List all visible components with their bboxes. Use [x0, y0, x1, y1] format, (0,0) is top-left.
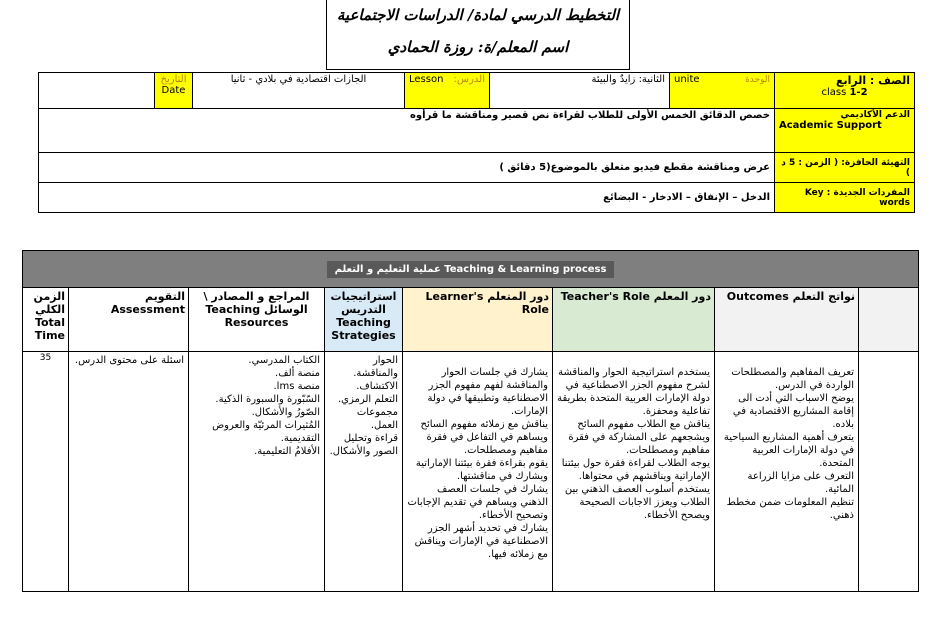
list-item: الأفلامُ التعليمية.: [254, 446, 320, 457]
list-item: يناقش مع زملائه مفهوم السائح ويساهم في التفاعل في فقرة مفاهيم ومصطلحات.: [420, 419, 548, 456]
list-item: منصة ألف.: [275, 368, 320, 379]
list-item: تعريف المفاهيم والمصطلحات الواردة في الدرس.: [731, 367, 854, 391]
time-value: 35: [23, 352, 69, 592]
keywords-value: الدخل – الإنفاق – الادخار - البضائع: [39, 183, 775, 213]
outcomes-list: [715, 352, 859, 592]
support-label: الدعم الأكاديمي Academic Support: [775, 109, 915, 153]
title-box: [326, 0, 630, 70]
col-strategies: استراتيجيات التدريس Teaching Strategies: [325, 288, 403, 352]
list-item: الكتاب المدرسي.: [248, 355, 320, 366]
list-item: يشارك في جلسات الحوار والمناقشة لفهم مفهوم الجزر الاصطناعية وتطبيقها في دولة الإمارات.: [427, 367, 548, 417]
list-item: يوضح الاسباب التي أدت الى إقامة المشاريع الاقتصادية في بلاده.: [732, 393, 854, 430]
teacher-list: [553, 352, 715, 592]
list-item: يتعرف أهمية المشاريع السياحية في دولة الإمارات العربية المتحدة.: [723, 432, 854, 469]
blank-cell: [859, 352, 919, 592]
document-title: التخطيط الدرسي لمادة/ الدراسات الاجتماعية: [336, 6, 620, 24]
keywords-label: المفردات الجديدة : Key words: [775, 183, 915, 213]
col-blank: [859, 288, 919, 352]
col-resources: المراجع و المصادر \ الوسائل Teaching Resources: [189, 288, 325, 352]
date-label: التاريخ Date: [155, 73, 193, 109]
lesson-label: الدرس: Lesson: [405, 73, 490, 109]
list-item: يشارك في تحديد أشهر الجزر الاصطناعية في الإمارات ويناقش مع زملائه فيها.: [414, 523, 548, 560]
warmup-value: عرض ومناقشة مقطع فيديو متعلق بالموضوع(5 دقائق ): [39, 153, 775, 183]
process-header-bar: [23, 251, 919, 288]
list-item: يستخدم استراتيجية الحوار والمناقشة لشرح مفهوم الجزر الاصطناعية في دولة الإمارات العربية المتحدة بطريقة تفاعلية ومحفزة.: [557, 367, 710, 417]
list-item: الحوار والمناقشة.: [353, 355, 398, 379]
strategies-list: [325, 352, 403, 592]
list-item: يناقش مع الطلاب مفهوم السائح ويشجعهم على المشاركة في فقرة مفاهيم ومصطلحات.: [568, 419, 710, 456]
list-item: السّبّورة والسبورة الذكية.: [215, 394, 320, 405]
unit-value: الثانية: زايدٌ والبيئة: [490, 73, 670, 109]
list-item: منصة lms.: [273, 381, 320, 392]
list-item: الصّورُ والأشكال.: [251, 407, 320, 418]
grade-cell: الصف : الرابع 1-2 class: [775, 73, 915, 109]
list-item: تنظيم المعلومات ضمن مخطط ذهني.: [726, 497, 854, 521]
info-table: [38, 72, 915, 213]
col-assessment: التقويم Assessment: [69, 288, 189, 352]
list-item: المُثيرات المرئيّة والعروض التقديمية.: [212, 420, 320, 444]
process-table: [22, 250, 919, 592]
list-item: التعرف على مزايا الزراعة المائية.: [747, 471, 854, 495]
list-item: التعلم الرمزي.: [337, 394, 398, 405]
support-value: خصص الدقائق الخمس الأولى للطلاب لقراءة نص قصير ومناقشة ما قرأوه: [39, 109, 775, 153]
col-outcomes: نواتج التعلم Outcomes: [715, 288, 859, 352]
list-item: مجموعات العمل.: [356, 407, 398, 431]
list-item: يقوم بقراءة فقرة بيئتنا الإماراتية ويشارك في مناقشتها.: [415, 458, 548, 482]
teacher-name: اسم المعلم/ة: روزة الحمادي: [387, 38, 569, 56]
learner-list: [403, 352, 553, 592]
list-item: يستخدم أسلوب العصف الذهني بين الطلاب ويعزز الاجابات الصحيحة ويصحح الأخطاء.: [564, 484, 710, 521]
assessment-value: اسئلة على محتوى الدرس.: [69, 352, 189, 592]
list-item: يوجه الطلاب لقراءة فقرة حول بيئتنا الإماراتية ويناقشهم في محتواها.: [561, 458, 710, 482]
warmup-label: التهيئة الحافزة: ( الزمن : 5 د ): [775, 153, 915, 183]
lesson-value: الجازات اقتصادية في بلادي - ثانيا: [193, 73, 405, 109]
col-learner: دور المتعلم Learner's Role: [403, 288, 553, 352]
col-time: الزمن الكلي Total Time: [23, 288, 69, 352]
list-item: الاكتشاف.: [356, 381, 398, 392]
list-item: يشارك في جلسات العصف الذهني ويساهم في تقديم الإجابات وتصحيح الأخطاء.: [407, 484, 548, 521]
list-item: قراءة وتحليل الصور والأشكال.: [329, 433, 398, 457]
unit-label: الوحدة unite: [670, 73, 775, 109]
col-teacher: دور المعلم Teacher's Role: [553, 288, 715, 352]
date-value[interactable]: [39, 73, 155, 109]
process-header: عملية التعليم و التعلم Teaching & Learning process: [327, 261, 615, 278]
resources-list: [189, 352, 325, 592]
